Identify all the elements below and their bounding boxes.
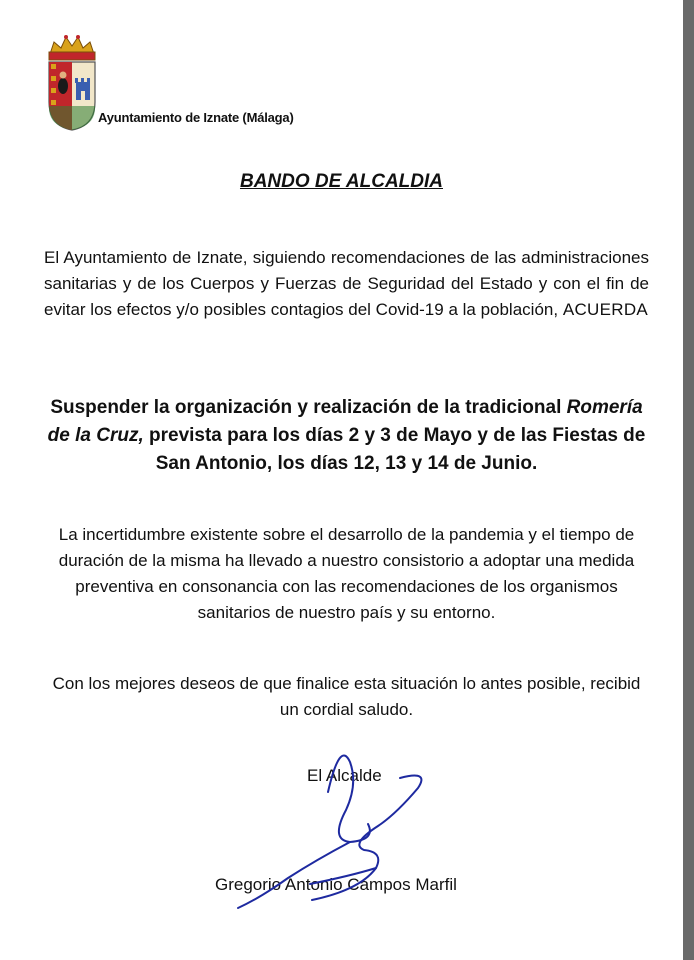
reason-paragraph: La incertidumbre existente sobre el desarrollo de la pandemia y el tiempo de duración de la misma ha llevado a nuestro consistorio a adoptar una medida preventiva en consonancia con las recomendaciones de los organismos sanitarios de nuestro país y su entorno. <box>58 525 635 622</box>
intro-paragraph <box>44 245 649 323</box>
signatory-name: Gregorio Antonio Campos Marfil <box>215 875 457 894</box>
intro-text: El Ayuntamiento de Iznate, siguiendo recomendaciones de las administraciones sanitarias y de los Cuerpos y Fuerzas de Seguridad del Estado y con el fin de evitar los efectos y/o posibles contagios del Covid-19 a la población, <box>44 248 649 319</box>
decision-text-2: prevista para los días 2 y 3 de Mayo y de las Fiestas de San Antonio, los días 12, 13 y 14 de Junio. <box>149 425 646 474</box>
closing-paragraph: Con los mejores deseos de que finalice esta situación lo antes posible, recibid un cordial saludo. <box>52 674 641 719</box>
intro-keyword: ACUERDA <box>562 300 649 319</box>
decision-paragraph <box>44 394 649 478</box>
page-title: BANDO DE ALCALDIA <box>239 171 443 192</box>
coat-of-arms-icon <box>44 34 100 132</box>
signatory-title: El Alcalde <box>307 766 382 785</box>
decision-text-1: Suspender la organización y realización de la tradicional <box>50 397 562 418</box>
decision-event-name: Romería de la Cruz, <box>47 397 643 446</box>
organization-name: Ayuntamiento de Iznate (Málaga) <box>98 110 294 125</box>
